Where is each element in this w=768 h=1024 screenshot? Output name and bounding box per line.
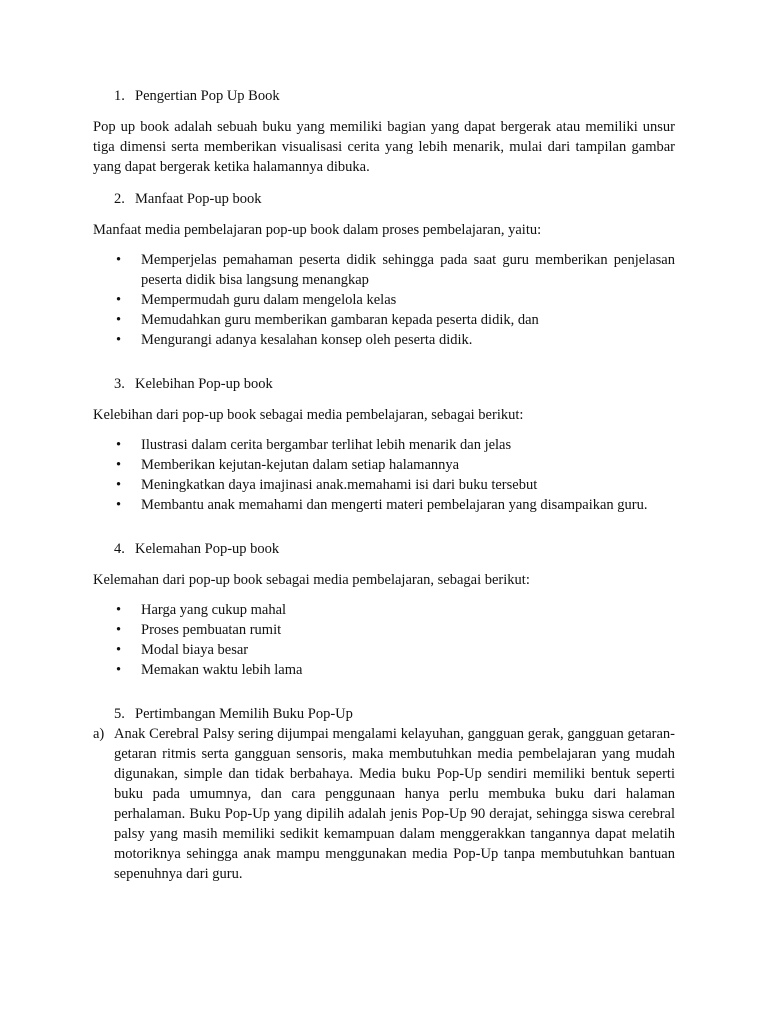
- section-2-bullet-list: [93, 250, 675, 350]
- section-3-intro: Kelebihan dari pop-up book sebagai media pembelajaran, sebagai berikut:: [93, 407, 524, 423]
- section-3-bullet-list: [93, 435, 675, 515]
- section-number: 3.: [114, 376, 125, 392]
- section-5-item-a: [93, 724, 675, 884]
- section-number: 4.: [114, 541, 125, 557]
- item-letter: a): [93, 726, 105, 742]
- list-item: [93, 660, 675, 680]
- list-item-text: Mengurangi adanya kesalahan konsep oleh peserta didik.: [141, 332, 473, 348]
- bullet-icon: •: [116, 662, 122, 678]
- bullet-icon: •: [116, 642, 122, 658]
- list-item-text: Membantu anak memahami dan mengerti materi pembelajaran yang disampaikan guru.: [141, 497, 648, 513]
- bullet-icon: •: [116, 497, 122, 513]
- list-item-text: Memakan waktu lebih lama: [141, 662, 303, 678]
- section-title: Kelemahan Pop-up book: [135, 541, 280, 557]
- section-2-intro: Manfaat media pembelajaran pop-up book dalam proses pembelajaran, yaitu:: [93, 222, 542, 238]
- section-title: Manfaat Pop-up book: [135, 191, 262, 207]
- list-item-text: Proses pembuatan rumit: [141, 622, 282, 638]
- list-item-text: Harga yang cukup mahal: [141, 602, 287, 618]
- list-item: [93, 620, 675, 640]
- section-1-paragraph: Pop up book adalah sebuah buku yang memiliki bagian yang dapat bergerak atau memiliki unsur tiga dimensi serta memberikan visualisasi cerita yang lebih menarik, mulai dari tampilan gambar yang dapat bergerak ketika halamannya dibuka.: [93, 119, 675, 175]
- section-2-heading: [93, 189, 675, 209]
- bullet-icon: •: [116, 622, 122, 638]
- list-item: [93, 250, 675, 290]
- list-item-text: Memudahkan guru memberikan gambaran kepada peserta didik, dan: [141, 312, 539, 328]
- list-item: [93, 330, 675, 350]
- bullet-icon: •: [116, 312, 122, 328]
- list-item-text: Modal biaya besar: [141, 642, 249, 658]
- list-item: [93, 640, 675, 660]
- bullet-icon: •: [116, 332, 122, 348]
- section-1-heading: [93, 86, 675, 106]
- list-item-text: Ilustrasi dalam cerita bergambar terlihat lebih menarik dan jelas: [141, 437, 512, 453]
- list-item: [93, 310, 675, 330]
- section-4-bullet-list: [93, 600, 675, 680]
- list-item-text: Meningkatkan daya imajinasi anak.memahami isi dari buku tersebut: [141, 477, 538, 493]
- bullet-icon: •: [116, 477, 122, 493]
- section-number: 2.: [114, 191, 125, 207]
- section-number: 1.: [114, 88, 125, 104]
- section-title: Pengertian Pop Up Book: [135, 88, 280, 104]
- item-text: Anak Cerebral Palsy sering dijumpai mengalami kelayuhan, gangguan gerak, gangguan getaran-getaran ritmis serta gangguan sensoris, maka membutuhkan media pembelajaran yang mudah digunakan, simple dan tidak berbahaya. Media buku Pop-Up sendiri memiliki bentuk seperti buku pada umumnya, dan cara penggunaan hanya perlu membuka buku dari halaman perhalaman. Buku Pop-Up yang dipilih adalah jenis Pop-Up 90 derajat, sehingga siswa cerebral palsy yang masih memiliki sedikit kemampuan dalam menggerakkan tangannya dapat melatih motoriknya sehingga anak mampu menggunakan media Pop-Up tanpa membutuhkan bantuan sepenuhnya dari guru.: [114, 726, 675, 882]
- section-4-intro: Kelemahan dari pop-up book sebagai media pembelajaran, sebagai berikut:: [93, 572, 530, 588]
- list-item: [93, 455, 675, 475]
- list-item: [93, 290, 675, 310]
- section-5-heading: [93, 704, 675, 724]
- section-3-heading: [93, 374, 675, 394]
- list-item: [93, 495, 675, 515]
- bullet-icon: •: [116, 292, 122, 308]
- section-title: Kelebihan Pop-up book: [135, 376, 273, 392]
- section-title: Pertimbangan Memilih Buku Pop-Up: [135, 706, 353, 722]
- section-number: 5.: [114, 706, 125, 722]
- list-item: [93, 475, 675, 495]
- list-item-text: Memperjelas pemahaman peserta didik sehingga pada saat guru memberikan penjelasan peserta didik bisa langsung menangkap: [141, 252, 675, 288]
- bullet-icon: •: [116, 252, 122, 268]
- section-4-heading: [93, 539, 675, 559]
- list-item: [93, 435, 675, 455]
- bullet-icon: •: [116, 457, 122, 473]
- document-page: [93, 86, 675, 884]
- list-item-text: Mempermudah guru dalam mengelola kelas: [141, 292, 397, 308]
- list-item: [93, 600, 675, 620]
- list-item-text: Memberikan kejutan-kejutan dalam setiap halamannya: [141, 457, 460, 473]
- bullet-icon: •: [116, 437, 122, 453]
- bullet-icon: •: [116, 602, 122, 618]
